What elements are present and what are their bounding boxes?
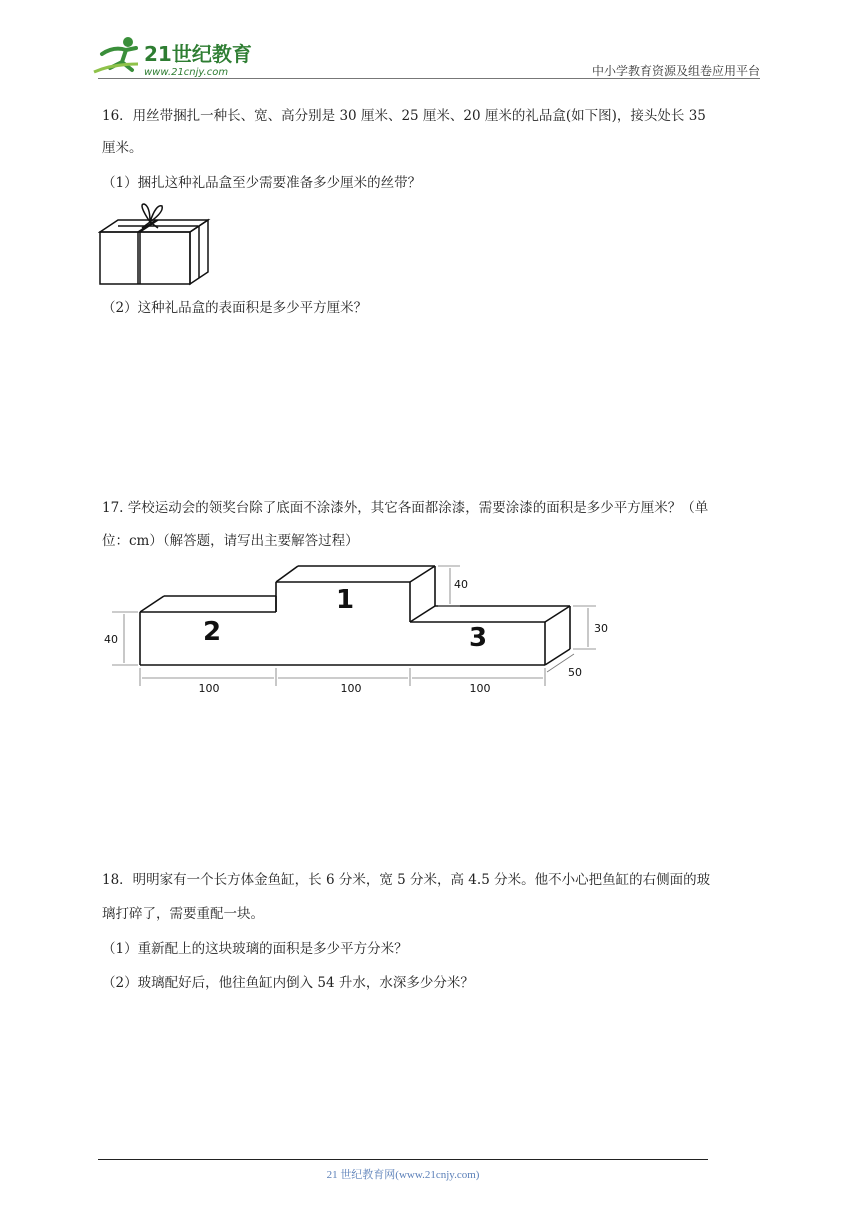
q18-part1: （1）重新配上的这块玻璃的面积是多少平方分米？ [102, 941, 408, 957]
gift-box-icon [98, 200, 214, 288]
dim-width-2: 100 [340, 682, 362, 695]
footer-text: 21 世纪教育网(www.21cnjy.com) [326, 1169, 480, 1181]
podium-label-1: 1 [335, 585, 355, 615]
header-divider [98, 78, 760, 79]
dim-depth: 50 [568, 666, 582, 679]
podium-diagram [98, 560, 618, 700]
podium-label-3: 3 [468, 623, 488, 653]
header-platform-name: 中小学教育资源及组卷应用平台 [591, 64, 760, 78]
logo-text: 21世纪教育 [144, 42, 252, 66]
q17-stem-line2: 位：cm）（解答题，请写出主要解答过程） [102, 533, 359, 549]
logo-url: www.21cnjy.com [144, 67, 229, 78]
runner-logo-icon [92, 34, 262, 80]
q18-part2: （2）玻璃配好后，他往鱼缸内倒入 54 升水，水深多少分米？ [102, 975, 474, 991]
q18-stem-line1: 18．明明家有一个长方体金鱼缸，长 6 分米，宽 5 分米，高 4.5 分米。他不小心把鱼缸的右侧面的玻 [102, 872, 711, 888]
site-logo [92, 34, 262, 80]
footer-divider [98, 1159, 708, 1160]
dim-left: 40 [104, 633, 118, 646]
podium-label-2: 2 [202, 617, 222, 647]
q16-stem-line1: 16．用丝带捆扎一种长、宽、高分别是 30 厘米、25 厘米、20 厘米的礼品盒(如下图)，接头处长 35 [102, 108, 706, 124]
q17-stem-line1: 17. 学校运动会的领奖台除了底面不涂漆外，其它各面都涂漆，需要涂漆的面积是多少平方厘米？（单 [102, 500, 709, 516]
dim-width-1: 100 [198, 682, 220, 695]
dim-width-3: 100 [469, 682, 491, 695]
gift-box-figure [98, 200, 214, 288]
q18-stem-line2: 璃打碎了，需要重配一块。 [102, 906, 264, 922]
dim-right: 30 [594, 622, 608, 635]
podium-figure [98, 560, 618, 700]
q16-part2: （2）这种礼品盒的表面积是多少平方厘米？ [102, 300, 368, 316]
q16-part1: （1）捆扎这种礼品盒至少需要准备多少厘米的丝带？ [102, 175, 422, 191]
dim-top: 40 [454, 578, 468, 591]
q16-stem-line2: 厘米。 [102, 140, 143, 156]
